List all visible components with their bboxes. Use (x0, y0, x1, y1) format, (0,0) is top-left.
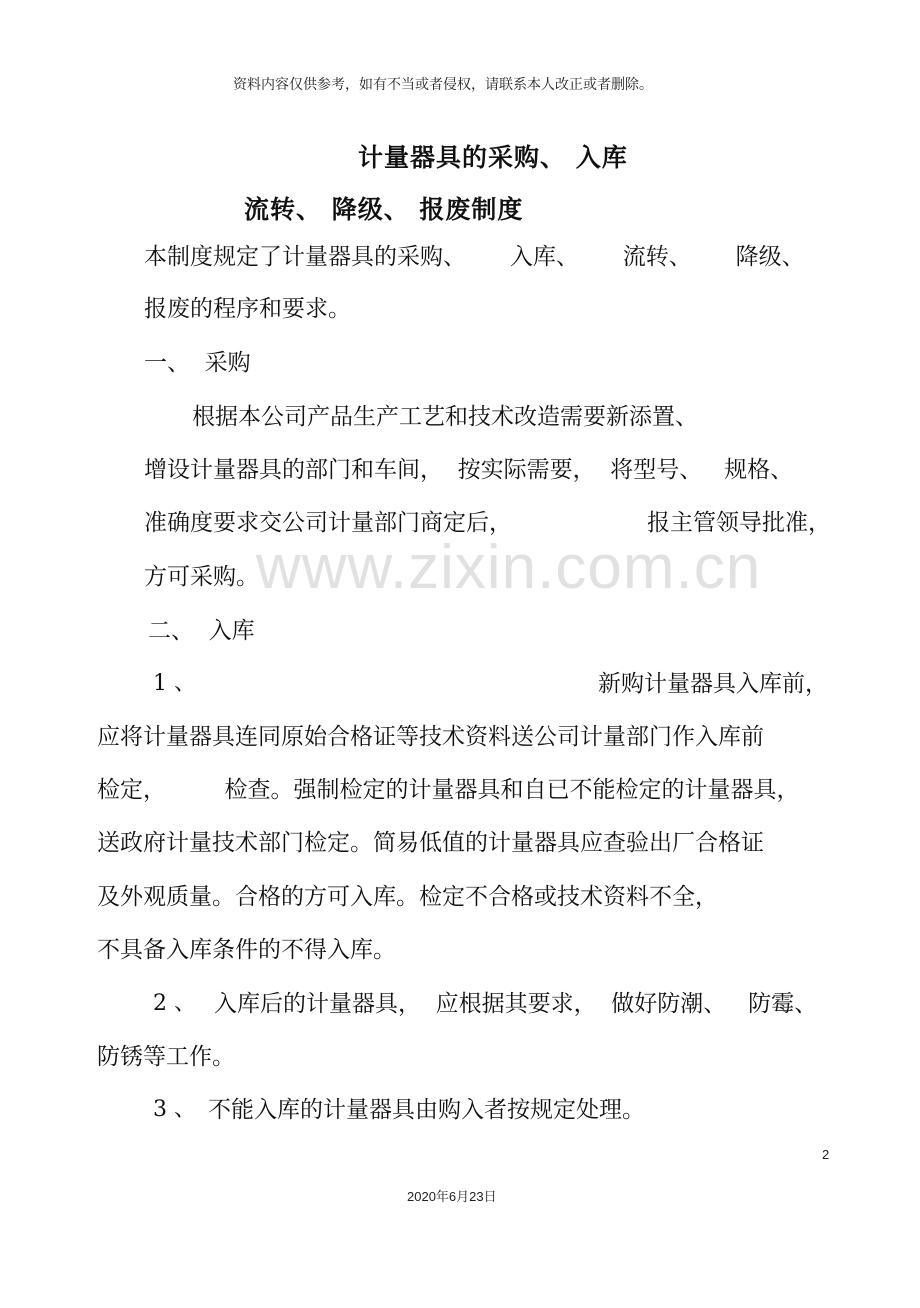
item2-line2: 防锈等工作。 (97, 1044, 235, 1070)
item1-line6: 不具备入库条件的不得入库。 (97, 937, 396, 963)
section1-line3a: 准确度要求交公司计量部门商定后， (144, 510, 512, 536)
section2-heading: 二、 入库 (148, 618, 255, 644)
section1-line2: 增设计量器具的部门和车间， 按实际需要， 将型号、 规格、 (144, 457, 794, 483)
page-title-line2: 流转、 降级、 报废制度 (244, 195, 524, 224)
item3-number: 3 、 (153, 1097, 196, 1122)
section1-heading: 一、 采购 (144, 350, 251, 376)
intro-line2: 报废的程序和要求。 (144, 296, 351, 322)
item1-line4: 送政府计量技术部门检定。简易低值的计量器具应查验出厂合格证 (97, 830, 764, 856)
section1-line3b: 报主管领导批准， (647, 510, 831, 536)
item2-line1: 入库后的计量器具， 应根据其要求， 做好防潮、 防霉、 (214, 991, 818, 1017)
page-number: 2 (822, 1147, 830, 1162)
section1-line1: 根据本公司产品生产工艺和技术改造需要新添置、 (192, 404, 698, 430)
watermark: www.zixin.com.cn (256, 533, 762, 602)
item1-line1: 新购计量器具入库前， (598, 671, 828, 697)
header-notice: 资料内容仅供参考，如有不当或者侵权，请联系本人改正或者删除。 (233, 77, 653, 93)
page-title-line1: 计量器具的采购、 入库 (358, 143, 628, 172)
item1-number: 1 、 (153, 671, 196, 696)
item2-number: 2 、 (153, 991, 196, 1016)
item1-line3: 检定， 检查。强制检定的计量器具和自已不能检定的计量器具， (97, 777, 800, 803)
item1-line2: 应将计量器具连同原始合格证等技术资料送公司计量部门作入库前 (97, 724, 764, 750)
item3-line1: 不能入库的计量器具由购入者按规定处理。 (208, 1097, 645, 1123)
footer-date: 2020年6月23日 (407, 1189, 497, 1204)
item1-line5: 及外观质量。合格的方可入库。检定不合格或技术资料不全， (97, 884, 718, 910)
intro-line1: 本制度规定了计量器具的采购、 入库、 流转、 降级、 (144, 244, 805, 270)
section1-line4: 方可采购。 (144, 564, 259, 590)
